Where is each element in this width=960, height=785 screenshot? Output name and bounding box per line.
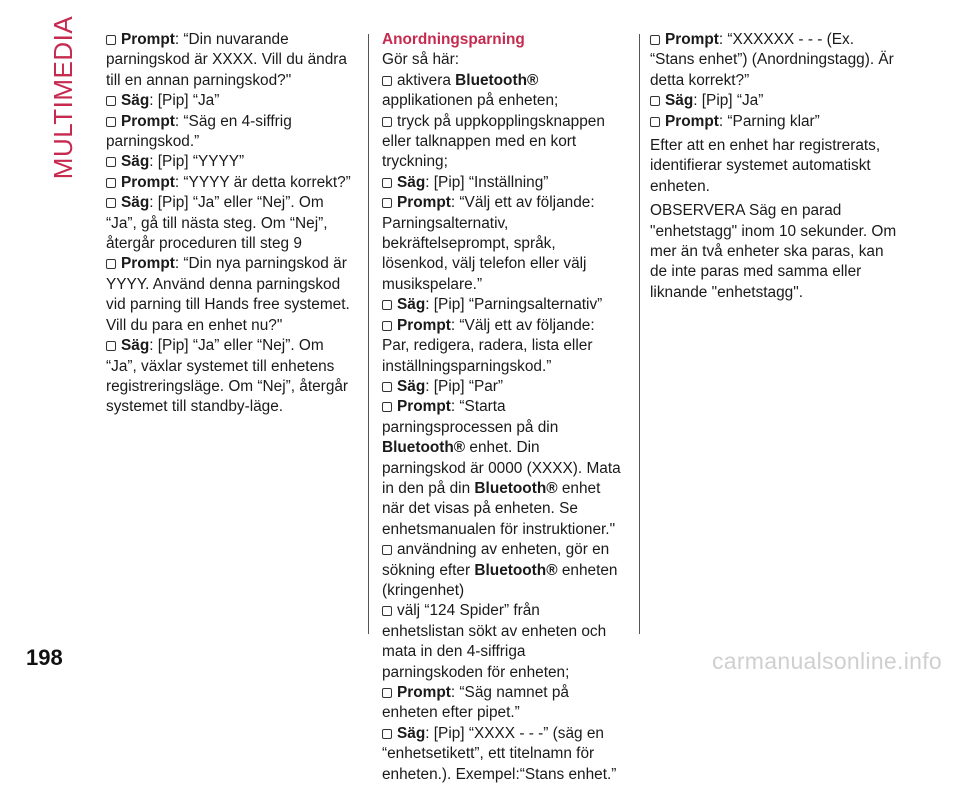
checkbox-bullet-icon	[382, 729, 392, 739]
list-item: Säg: [Pip] “Par”	[382, 377, 622, 397]
list-item: Säg: [Pip] “Ja” eller “Nej”. Om “Ja”, gå till nästa steg. Om “Nej”, återgår proceduren till steg 9	[106, 194, 328, 253]
list-item: aktivera Bluetooth® applikationen på enheten;	[382, 71, 559, 110]
checkbox-bullet-icon	[650, 35, 660, 45]
list-item: välj “124 Spider” från enhetslistan sökt av enheten och mata in den 4-siffriga parningskoden för enheten;	[382, 602, 607, 681]
checkbox-bullet-icon	[382, 76, 392, 86]
note-paragraph: OBSERVERA Säg en parad "enhetstagg" inom 10 sekunder. Om mer än två enheter ska paras, kan de inte paras med samma eller liknande "enhetstagg".	[650, 202, 897, 301]
list-item: Säg: [Pip] “Ja”	[106, 91, 358, 111]
column-2	[382, 30, 622, 785]
list-item: Säg: [Pip] “Parningsalternativ”	[382, 295, 622, 315]
checkbox-bullet-icon	[382, 178, 392, 188]
list-item: Prompt: “XXXXXX - - - (Ex. “Stans enhet”) (Anordningstagg). Är detta korrekt?”	[650, 31, 894, 89]
column-divider	[639, 34, 640, 634]
checkbox-bullet-icon	[106, 178, 116, 188]
list-item: Säg: [Pip] “YYYY”	[106, 152, 358, 172]
checkbox-bullet-icon	[106, 96, 116, 106]
column-1	[106, 30, 358, 418]
list-item: Prompt: “Din nuvarande parningskod är XXXX. Vill du ändra till en annan parningskod?"	[106, 31, 347, 89]
column-3	[650, 30, 900, 303]
checkbox-bullet-icon	[382, 198, 392, 208]
checkbox-bullet-icon	[106, 117, 116, 127]
list-item: Prompt: “YYYY är detta korrekt?”	[106, 173, 358, 193]
list-item: Säg: [Pip] “Ja” eller “Nej”. Om “Ja”, växlar systemet till enhetens registreringsläge. Om “Nej”, återgår systemet till standby-läge.	[106, 337, 349, 416]
checkbox-bullet-icon	[106, 259, 116, 269]
list-item: användning av enheten, gör en sökning efter Bluetooth® enheten (kringenhet)	[382, 541, 618, 599]
checkbox-bullet-icon	[382, 321, 392, 331]
checkbox-bullet-icon	[106, 157, 116, 167]
checkbox-bullet-icon	[382, 688, 392, 698]
list-item: Säg: [Pip] “Inställning”	[382, 173, 622, 193]
checkbox-bullet-icon	[106, 341, 116, 351]
checkbox-bullet-icon	[382, 117, 392, 127]
watermark: carmanualsonline.info	[711, 648, 942, 674]
list-item: Prompt: “Säg en 4-siffrig parningskod.”	[106, 112, 292, 151]
checkbox-bullet-icon	[650, 96, 660, 106]
checkbox-bullet-icon	[650, 117, 660, 127]
list-item: Prompt: “Säg namnet på enheten efter pipet.”	[382, 684, 569, 722]
list-item: Prompt: “Din nya parningskod är YYYY. Använd denna parningskod vid parning till Hands free systemet. Vill du para en enhet nu?"	[106, 255, 350, 334]
section-heading: Anordningsparning	[382, 31, 525, 48]
list-item: Prompt: “Parning klar”	[650, 112, 900, 132]
page-number: 198	[26, 645, 63, 670]
checkbox-bullet-icon	[382, 402, 392, 412]
checkbox-bullet-icon	[106, 35, 116, 45]
list-item: Prompt: “Starta parningsprocessen på din Bluetooth® enhet. Din parningskod är 0000 (XXXX). Mata in den på din Bluetooth® enhet när det visas på enheten. Se enhetsmanualen för instruktioner."	[382, 398, 621, 538]
list-item: Säg: [Pip] “XXXX - - -” (säg en “enhetsetikett”, ett titelnamn för enheten.). Exempel:“Stans enhet.”	[382, 724, 617, 783]
intro-text: Gör så här:	[382, 51, 459, 69]
list-item: Prompt: “Välj ett av följande: Parningsalternativ, bekräftelseprompt, språk, lösenkod, välj telefon eller välj musikspelare.”	[382, 194, 595, 293]
checkbox-bullet-icon	[382, 382, 392, 392]
section-tab-label: MULTIMEDIA	[48, 15, 79, 179]
list-item: tryck på uppkopplingsknappen eller talknappen med en kort tryckning;	[382, 112, 605, 171]
column-divider	[368, 34, 369, 634]
section-tab	[40, 15, 88, 179]
checkbox-bullet-icon	[382, 300, 392, 310]
checkbox-bullet-icon	[106, 198, 116, 208]
checkbox-bullet-icon	[382, 545, 392, 555]
checkbox-bullet-icon	[382, 606, 392, 616]
list-item: Prompt: “Välj ett av följande: Par, redigera, radera, lista eller inställningsparningskod.”	[382, 316, 595, 375]
list-item: Säg: [Pip] “Ja”	[650, 91, 900, 111]
paragraph: Efter att en enhet har registrerats, identifierar systemet automatiskt enheten.	[650, 137, 881, 195]
